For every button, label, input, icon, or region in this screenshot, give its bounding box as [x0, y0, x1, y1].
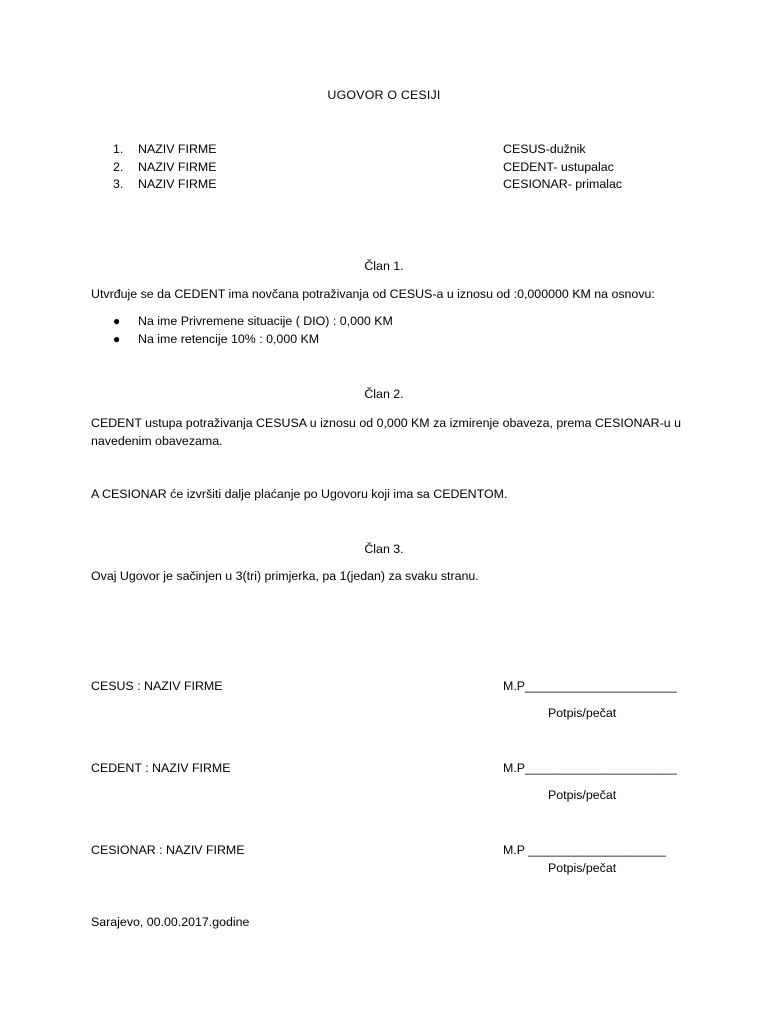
signature-party: CESUS : NAZIV FIRME: [91, 679, 223, 693]
signature-party: CESIONAR : NAZIV FIRME: [91, 843, 245, 857]
party-name: NAZIV FIRME: [138, 160, 217, 174]
signature-stamp-label: Potpis/pečat: [548, 861, 617, 875]
clan1-heading: Član 1.: [364, 259, 404, 273]
signature-line: M.P ____________________: [503, 843, 667, 857]
party-name: NAZIV FIRME: [138, 142, 217, 156]
signature-line: M.P______________________: [503, 761, 677, 775]
signature-line: M.P______________________: [503, 679, 677, 693]
clan1-text: Utvrđuje se da CEDENT ima novčana potraživanja od CESUS-a u iznosu od :0,000000 KM na osnovu:: [91, 287, 655, 301]
party-number: 2.: [113, 160, 124, 174]
party-number: 3.: [113, 177, 124, 191]
clan1-bullet: Na ime Privremene situacije ( DIO) : 0,000 KM: [138, 314, 393, 328]
clan1-bullet: Na ime retencije 10% : 0,000 KM: [138, 332, 320, 346]
signature-stamp-label: Potpis/pečat: [548, 706, 617, 720]
clan2-heading: Član 2.: [364, 387, 404, 401]
document-title: UGOVOR O CESIJI: [327, 88, 441, 102]
bullet-icon: ●: [113, 332, 121, 346]
party-role: CEDENT- ustupalac: [503, 160, 614, 174]
party-role: CESIONAR- primalac: [503, 177, 623, 191]
party-role: CESUS-dužnik: [503, 142, 586, 156]
party-number: 1.: [113, 142, 124, 156]
place-date: Sarajevo, 00.00.2017.godine: [91, 915, 250, 929]
bullet-icon: ●: [113, 314, 121, 328]
clan3-heading: Član 3.: [364, 542, 404, 556]
party-name: NAZIV FIRME: [138, 177, 217, 191]
clan2-text2: A CESIONAR će izvršiti dalje plaćanje po Ugovoru koji ima sa CEDENTOM.: [91, 487, 508, 501]
clan2-text: CEDENT ustupa potraživanja CESUSA u iznosu od 0,000 KM za izmirenje obaveza, prema CESIONAR-u u navedenim obavezama.: [91, 416, 681, 448]
signature-party: CEDENT : NAZIV FIRME: [91, 761, 231, 775]
clan3-text: Ovaj Ugovor je sačinjen u 3(tri) primjerka, pa 1(jedan) za svaku stranu.: [91, 569, 479, 583]
signature-stamp-label: Potpis/pečat: [548, 788, 617, 802]
